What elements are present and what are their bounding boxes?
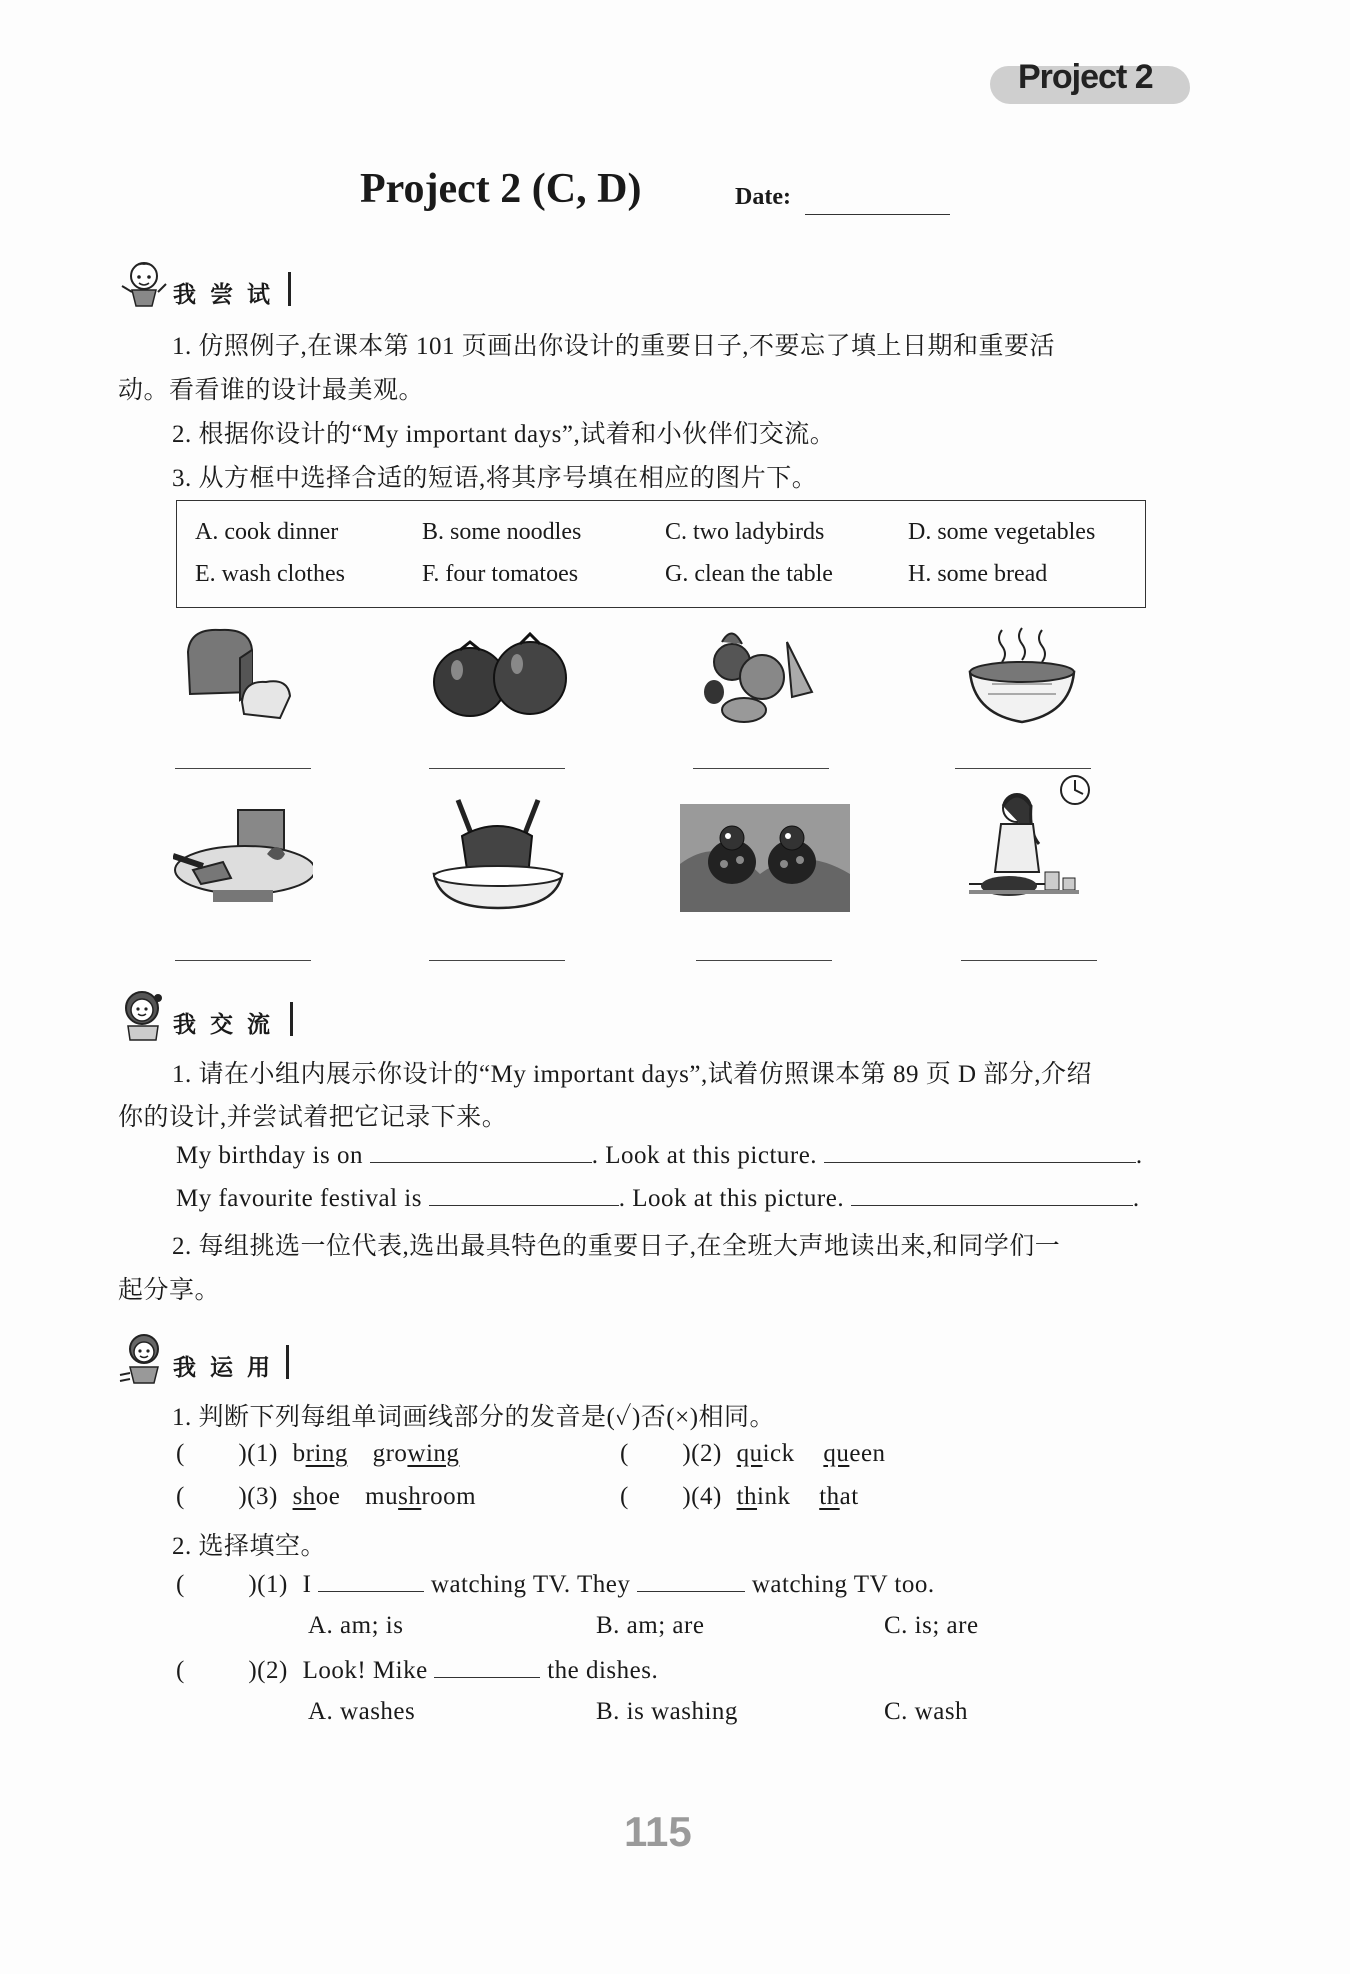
- options-box: [176, 500, 1146, 608]
- word-queen: queen: [823, 1440, 886, 1467]
- birthday-picture-blank[interactable]: [824, 1140, 1136, 1163]
- birthday-look-text: . Look at this picture.: [591, 1142, 818, 1169]
- mascot-kid-icon: [118, 1329, 168, 1385]
- heading-divider: [286, 1345, 289, 1379]
- section-heading-label: 我尝试: [173, 282, 284, 308]
- mc1-option-a: A. am; is: [308, 1612, 404, 1639]
- festival-look-text: . Look at this picture.: [618, 1185, 845, 1212]
- answer-blank-6[interactable]: [429, 960, 565, 961]
- s2-q2-line2: 起分享。: [118, 1277, 221, 1304]
- mc1-blank-1[interactable]: [318, 1569, 424, 1592]
- birthday-text: My birthday is on: [176, 1142, 363, 1169]
- s1-q2: 2. 根据你设计的“My important days”,试着和小伙伴们交流。: [172, 421, 836, 448]
- mc1-option-b: B. am; are: [596, 1612, 705, 1639]
- word-that: that: [819, 1483, 859, 1510]
- mascot-boy-icon: [118, 986, 168, 1042]
- option-f: F. four tomatoes: [422, 561, 579, 587]
- answer-blank-1[interactable]: [175, 768, 311, 769]
- option-d: D. some vegetables: [908, 519, 1096, 545]
- vegetables-icon: [692, 622, 837, 732]
- mc2-option-b: B. is washing: [596, 1698, 738, 1725]
- option-g: G. clean the table: [665, 561, 833, 587]
- ladybirds-icon: [680, 804, 850, 912]
- section-heading-share: [118, 1000, 318, 1040]
- heading-divider: [290, 1002, 293, 1036]
- word-mushroom: mushroom: [365, 1483, 477, 1510]
- s2-q1-line1: 1. 请在小组内展示你设计的“My important days”,试着仿照课本第 89 页 D 部分,介绍: [172, 1061, 1093, 1088]
- pair-4: ( )(4) think that: [620, 1483, 859, 1510]
- word-growing: growing: [372, 1440, 460, 1467]
- option-a: A. cook dinner: [195, 519, 339, 545]
- word-bring: bring: [292, 1440, 348, 1467]
- pair-1: ( )(1) bring growing: [176, 1440, 460, 1467]
- date-field[interactable]: [805, 214, 950, 215]
- festival-name-blank[interactable]: [429, 1183, 619, 1206]
- answer-blank-2[interactable]: [429, 768, 565, 769]
- word-think: think: [736, 1483, 791, 1510]
- mc2-blank[interactable]: [434, 1655, 540, 1678]
- option-b: B. some noodles: [422, 519, 582, 545]
- mascot-girl-icon: [118, 256, 168, 312]
- s2-q2-line1: 2. 每组挑选一位代表,选出最具特色的重要日子,在全班大声地读出来,和同学们一: [172, 1233, 1061, 1260]
- answer-blank-8[interactable]: [961, 960, 1097, 961]
- mc2-option-c: C. wash: [884, 1698, 969, 1725]
- section-heading-label: 我交流: [173, 1012, 284, 1038]
- word-quick: quick: [736, 1440, 795, 1467]
- s1-q1-line1: 1. 仿照例子,在课本第 101 页画出你设计的重要日子,不要忘了填上日期和重要活: [172, 333, 1056, 360]
- festival-picture-blank[interactable]: [851, 1183, 1133, 1206]
- pair-2: ( )(2) quick queen: [620, 1440, 886, 1467]
- mc2-option-a: A. washes: [308, 1698, 416, 1725]
- birthday-date-blank[interactable]: [370, 1140, 592, 1163]
- answer-blank-4[interactable]: [955, 768, 1091, 769]
- answer-blank-5[interactable]: [175, 960, 311, 961]
- tag-text: Project 2: [1018, 58, 1153, 96]
- section-heading-use: [118, 1343, 318, 1383]
- section-heading-label: 我运用: [173, 1355, 284, 1381]
- mc-1: ( )(1) I watching TV. They watching TV too.: [176, 1571, 935, 1598]
- mc1-blank-2[interactable]: [637, 1569, 745, 1592]
- page-number: 115: [624, 1808, 692, 1855]
- noodles-icon: [962, 622, 1082, 732]
- date-label: Date:: [735, 184, 791, 210]
- pair-3: ( )(3) shoe mushroom: [176, 1483, 477, 1510]
- option-h: H. some bread: [908, 561, 1048, 587]
- cooking-icon: [965, 772, 1095, 914]
- festival-text: My favourite festival is: [176, 1185, 422, 1212]
- heading-divider: [288, 272, 291, 306]
- period: .: [1132, 1185, 1140, 1212]
- option-c: C. two ladybirds: [665, 519, 825, 545]
- washing-clothes-icon: [428, 796, 568, 912]
- s1-q3: 3. 从方框中选择合适的短语,将其序号填在相应的图片下。: [172, 465, 818, 492]
- s1-q1-line2: 动。看看谁的设计最美观。: [118, 377, 425, 404]
- festival-sentence: [176, 1183, 1140, 1213]
- s3-q2: 2. 选择填空。: [172, 1533, 327, 1560]
- period: .: [1135, 1142, 1143, 1169]
- bread-icon: [180, 622, 310, 732]
- page-title: Project 2 (C, D): [360, 166, 642, 212]
- birthday-sentence: [176, 1140, 1143, 1170]
- project-tag: [990, 52, 1190, 114]
- cleaning-table-icon: [173, 806, 313, 916]
- s3-q1: 1. 判断下列每组单词画线部分的发音是(✓)否(×)相同。: [172, 1404, 776, 1431]
- mc-2: ( )(2) Look! Mike the dishes.: [176, 1657, 659, 1684]
- tomatoes-icon: [425, 620, 575, 730]
- s2-q1-line2: 你的设计,并尝试着把它记录下来。: [118, 1104, 508, 1131]
- word-shoe: shoe: [292, 1483, 341, 1510]
- answer-blank-3[interactable]: [693, 768, 829, 769]
- answer-blank-7[interactable]: [696, 960, 832, 961]
- mc1-option-c: C. is; are: [884, 1612, 979, 1639]
- option-e: E. wash clothes: [195, 561, 345, 587]
- section-heading-try: [118, 270, 318, 310]
